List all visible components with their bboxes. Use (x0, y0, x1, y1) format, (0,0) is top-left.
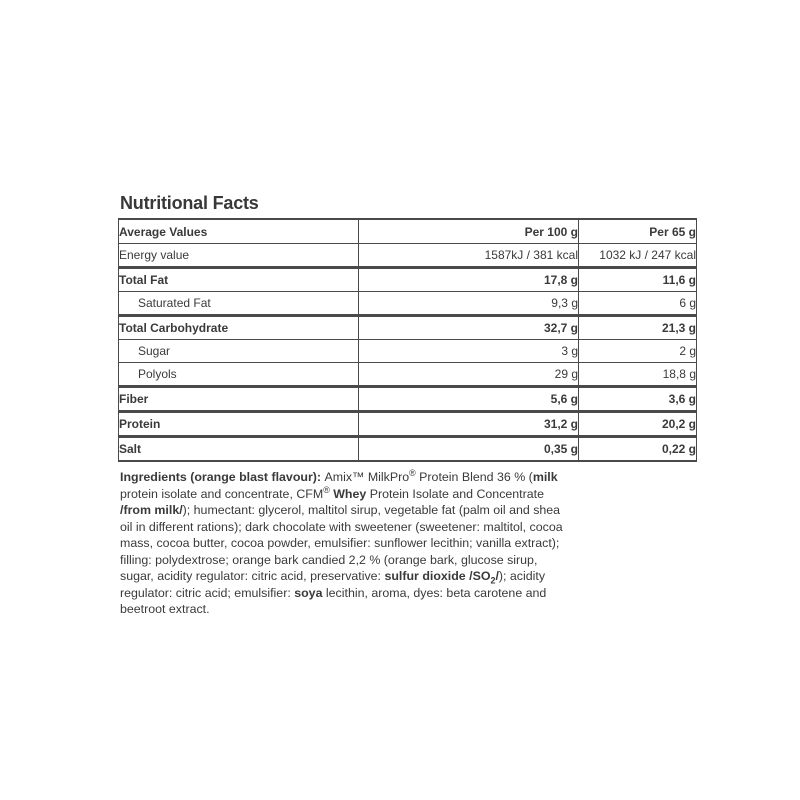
row-value-per-100g: 3 g (359, 340, 579, 363)
table-row (119, 436, 696, 461)
row-value-per-100g: 29 g (359, 363, 579, 386)
column-header-average-values: Average Values (119, 220, 359, 244)
table-row (119, 292, 696, 315)
nutrition-label (118, 194, 696, 618)
row-label: Polyols (119, 363, 359, 386)
row-value-per-100g: 1587kJ / 381 kcal (359, 244, 579, 267)
ingredients-paragraph: Ingredients (orange blast flavour): Amix™ MilkPro® Protein Blend 36 % (milk protein isolate and concentrate, CFM® Whey Protein Isolate and Concentrate /from milk/); humectant: glycerol, maltitol sirup, vegetable fat (palm oil and shea oil in different rations); dark chocolate with sweetener (sweetener: maltitol, cocoa mass, cocoa butter, cocoa powder, emulsifier: sunflower lecithin; vanilla extract); filling: polydextrose; orange bark candied 2,2 % (orange bark, glucose sirup, sugar, acidity regulator: citric acid, preservative: sulfur dioxide $/SO_2/$); acidity regulator: citric acid; emulsifier: soya lecithin, aroma, dyes: beta carotene and beetroot extract. (120, 467, 563, 616)
column-header-per-100g: Per 100 g (359, 220, 579, 244)
table-header-row (119, 220, 696, 244)
column-header-per-65g: Per 65 g (579, 220, 696, 244)
table-row (119, 244, 696, 267)
row-label: Total Fat (119, 267, 359, 292)
row-label: Energy value (119, 244, 359, 267)
row-value-per-65g: 1032 kJ / 247 kcal (579, 244, 696, 267)
page-title: Nutritional Facts (120, 193, 259, 213)
table-row (119, 363, 696, 386)
row-value-per-100g: 5,6 g (359, 386, 579, 411)
row-value-per-65g: 20,2 g (579, 411, 696, 436)
row-value-per-100g: 17,8 g (359, 267, 579, 292)
row-value-per-65g: 2 g (579, 340, 696, 363)
row-value-per-100g: 0,35 g (359, 436, 579, 461)
row-label: Fiber (119, 386, 359, 411)
row-value-per-100g: 32,7 g (359, 315, 579, 340)
row-label: Sugar (119, 340, 359, 363)
row-value-per-100g: 31,2 g (359, 411, 579, 436)
row-value-per-65g: 3,6 g (579, 386, 696, 411)
table-row (119, 386, 696, 411)
row-value-per-65g: 6 g (579, 292, 696, 315)
row-label: Saturated Fat (119, 292, 359, 315)
row-value-per-100g: 9,3 g (359, 292, 579, 315)
row-value-per-65g: 11,6 g (579, 267, 696, 292)
row-label: Protein (119, 411, 359, 436)
nutrition-table (118, 218, 697, 462)
table-row (119, 340, 696, 363)
row-value-per-65g: 21,3 g (579, 315, 696, 340)
table-row (119, 267, 696, 292)
table-row (119, 315, 696, 340)
table-row (119, 411, 696, 436)
row-value-per-65g: 0,22 g (579, 436, 696, 461)
row-label: Total Carbohydrate (119, 315, 359, 340)
row-label: Salt (119, 436, 359, 461)
row-value-per-65g: 18,8 g (579, 363, 696, 386)
